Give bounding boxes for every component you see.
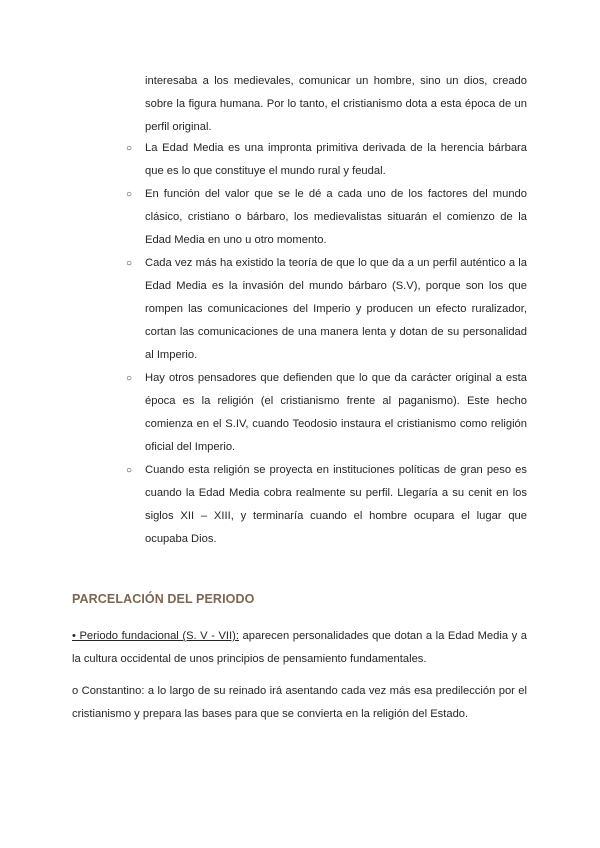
list-item bbox=[126, 252, 527, 367]
list-item bbox=[126, 367, 527, 459]
circle-bullet-icon: ○ bbox=[126, 258, 133, 269]
list-item bbox=[126, 183, 527, 252]
section-heading: PARCELACIÓN DEL PERIODO bbox=[72, 592, 255, 606]
list-item bbox=[126, 459, 527, 551]
list-item-text: En función del valor que se le dé a cada uno de los factores del mundo clásico, cristiano o bárbaro, los medievalistas situarán el comienzo de la Edad Media en uno u otro momento. bbox=[145, 188, 527, 246]
list-item-text: Hay otros pensadores que defienden que lo que da carácter original a esta época es la religión (el cristianismo frente al paganismo). Este hecho comienza en el S.IV, cuando Teodosio instaura el cristianismo como religión oficial del Imperio. bbox=[145, 372, 527, 453]
period-label: • Periodo fundacional (S. V - VII): bbox=[72, 630, 239, 642]
list-item bbox=[126, 137, 527, 183]
list-item-text: Cada vez más ha existido la teoría de que lo que da a un perfil auténtico a la Edad Media es la invasión del mundo bárbaro (S.V), porque son los que rompen las comunicaciones del Imperio y producen un efecto ruralizador, cortan las comunicaciones de una manera lenta y dotan de su personalidad al Imperio. bbox=[145, 257, 527, 361]
circle-bullet-icon: ○ bbox=[126, 373, 133, 384]
bullet-list bbox=[126, 137, 527, 551]
circle-bullet-icon: ○ bbox=[126, 143, 133, 154]
list-item-text: Cuando esta religión se proyecta en instituciones políticas de gran peso es cuando la Edad Media cobra realmente su perfil. Llegaría a su cenit en los siglos XII – XIII, y terminaría cuando el hombre ocupara el lugar que ocupaba Dios. bbox=[145, 464, 527, 545]
constantino-paragraph: o Constantino: a lo largo de su reinado irá asentando cada vez más esa predilección por el cristianismo y prepara las bases para que se convierta en la religión del Estado. bbox=[72, 685, 527, 720]
continuation-paragraph: interesaba a los medievales, comunicar un hombre, sino un dios, creado sobre la figura humana. Por lo tanto, el cristianismo dota a esta época de un perfil original. bbox=[145, 75, 527, 133]
periodo-fundacional-paragraph bbox=[72, 625, 527, 671]
circle-bullet-icon: ○ bbox=[126, 465, 133, 476]
period-text: aparecen personalidades que dotan a la Edad Media y a la cultura occidental de unos principios de pensamiento fundamentales. bbox=[72, 630, 527, 665]
circle-bullet-icon: ○ bbox=[126, 189, 133, 200]
list-item-text: La Edad Media es una impronta primitiva derivada de la herencia bárbara que es lo que constituye el mundo rural y feudal. bbox=[145, 142, 527, 177]
